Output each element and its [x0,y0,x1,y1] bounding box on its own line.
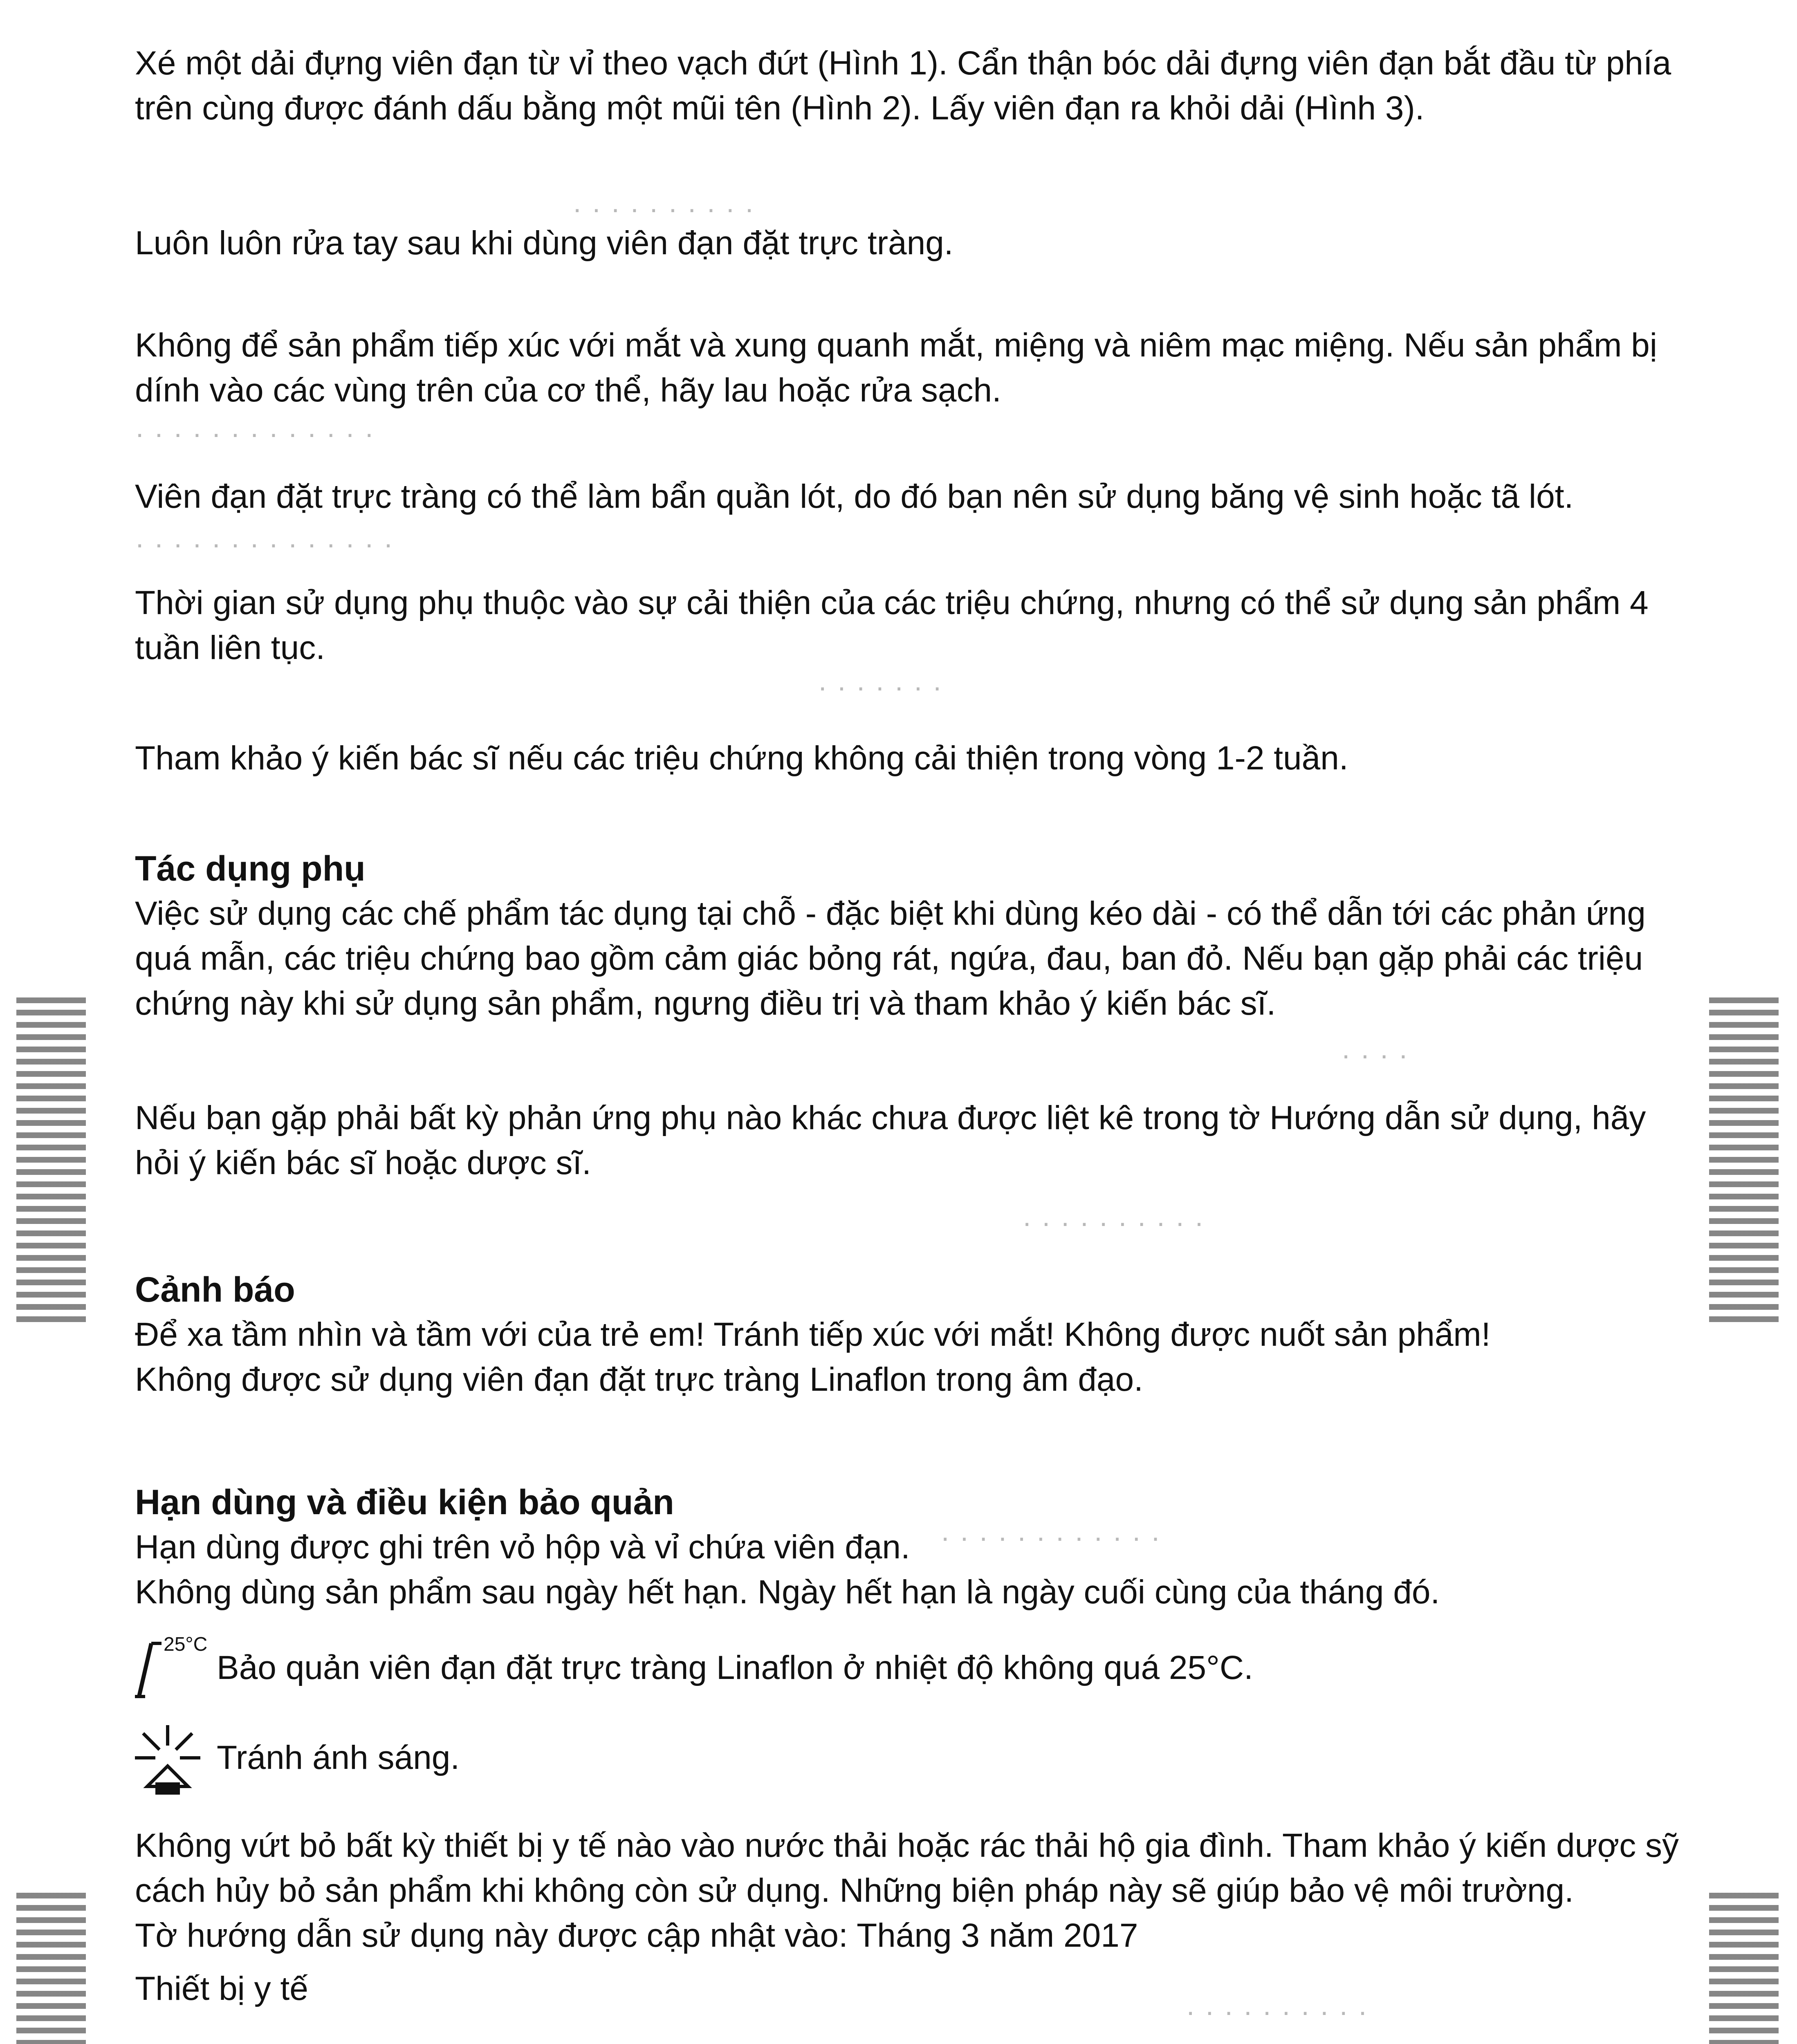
warning-line-2: Không được sử dụng viên đạn đặt trực tràng Linaflon trong âm đạo. [135,1361,1143,1398]
instruction-line-1: Xé một dải đựng viên đạn từ vỉ theo vạch đứt (Hình 1). Cẩn thận bóc dải đựng viên đạn bắt đầu từ phía [135,45,1671,82]
scan-edge-noise [16,1893,86,2044]
thermometer-icon [119,1627,217,1709]
show-through-text: · · · · · · · · · · [1022,1206,1205,1238]
device-label: Thiết bị y tế [135,1970,308,2007]
show-through-text: · · · · · · · · · · [572,193,755,224]
storage-line-1: Hạn dùng được ghi trên vỏ hộp và vỉ chứa viên đạn. [135,1529,910,1566]
warning-heading: Cảnh báo [135,1270,295,1309]
light-text: Tránh ánh sáng. [217,1739,460,1776]
wash-hands-text: Luôn luôn rửa tay sau khi dùng viên đạn đặt trực tràng. [135,224,953,262]
eye-contact-line-1: Không để sản phẩm tiếp xúc với mắt và xung quanh mắt, miệng và niêm mạc miệng. Nếu sản phẩm bị [135,327,1657,364]
instructions-section [135,41,1697,131]
scan-edge-noise [1709,1893,1779,2044]
disposal-line-1: Không vứt bỏ bất kỳ thiết bị y tế nào vào nước thải hoặc rác thải hộ gia đình. Tham khảo ý kiến dược sỹ [135,1827,1679,1864]
show-through-text: · · · · · · · · · · · · · · [135,528,394,560]
show-through-text: · · · · · · · · · · · · · [135,417,375,449]
duration-line-1: Thời gian sử dụng phụ thuộc vào sự cải thiện của các triệu chứng, nhưng có thể sử dụng sản phẩm 4 [135,584,1649,621]
eye-contact-line-2: dính vào các vùng trên của cơ thể, hãy lau hoặc rửa sạch. [135,372,1001,409]
warning-line-1: Để xa tầm nhìn và tầm với của trẻ em! Tránh tiếp xúc với mắt! Không được nuốt sản phẩm! [135,1316,1491,1353]
temperature-limit-label: 25°C [164,1634,208,1655]
instruction-line-2: trên cùng được đánh dấu bằng một mũi tên (Hình 2). Lấy viên đạn ra khỏi dải (Hình 3). [135,90,1425,127]
side-effects-line-3: chứng này khi sử dụng sản phẩm, ngưng điều trị và tham khảo ý kiến bác sĩ. [135,985,1276,1022]
underwear-text: Viên đạn đặt trực tràng có thể làm bẩn quần lót, do đó bạn nên sử dụng băng vệ sinh hoặc tã lót. [135,478,1574,515]
temperature-text: Bảo quản viên đạn đặt trực tràng Linaflon ở nhiệt độ không quá 25°C. [217,1649,1253,1686]
side-effects-section [135,846,1697,1026]
scan-edge-noise [1709,997,1779,1325]
show-through-text: · · · · · · · [818,671,943,703]
other-effects-line-2: hỏi ý kiến bác sĩ hoặc dược sĩ. [135,1144,591,1181]
warning-section [135,1267,1697,1402]
storage-section [135,1480,1697,1615]
storage-heading: Hạn dùng và điều kiện bảo quản [135,1483,674,1522]
side-effects-line-1: Việc sử dụng các chế phẩm tác dụng tại chỗ - đặc biệt khi dùng kéo dài - có thể dẫn tới các phản ứng [135,895,1646,932]
side-effects-heading: Tác dụng phụ [135,849,366,888]
show-through-text: · · · · [1341,1039,1409,1071]
side-effects-line-2: quá mẫn, các triệu chứng bao gồm cảm giác bỏng rát, ngứa, đau, ban đỏ. Nếu bạn gặp phải các triệu [135,940,1643,977]
duration-line-2: tuần liên tục. [135,629,325,666]
sun-avoid-icon [119,1717,217,1799]
disposal-line-2: cách hủy bỏ sản phẩm khi không còn sử dụng. Những biện pháp này sẽ giúp bảo vệ môi trường. [135,1872,1574,1909]
show-through-text: · · · · · · · · · · [1186,1995,1369,2027]
light-row [119,1717,460,1799]
scan-edge-noise [16,997,86,1325]
show-through-text: · · · · · · · · · · · · [940,1521,1161,1553]
updated-date: Tờ hướng dẫn sử dụng này được cập nhật vào: Tháng 3 năm 2017 [135,1917,1138,1954]
consult-text: Tham khảo ý kiến bác sĩ nếu các triệu chứng không cải thiện trong vòng 1-2 tuần. [135,740,1348,777]
storage-line-2: Không dùng sản phẩm sau ngày hết hạn. Ngày hết hạn là ngày cuối cùng của tháng đó. [135,1573,1440,1611]
other-effects-line-1: Nếu bạn gặp phải bất kỳ phản ứng phụ nào khác chưa được liệt kê trong tờ Hướng dẫn sử dụng, hãy [135,1099,1646,1136]
temperature-row [119,1627,1253,1709]
